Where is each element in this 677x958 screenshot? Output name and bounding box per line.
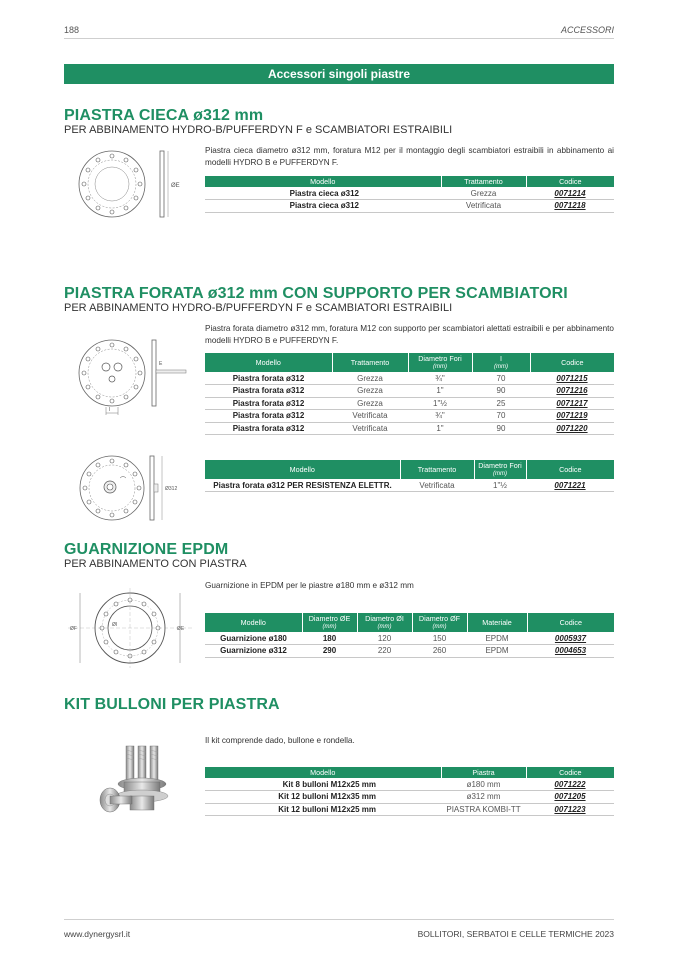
guarnizione-title: GUARNIZIONE EPDM bbox=[64, 541, 229, 558]
guarnizione-subtitle: PER ABBINAMENTO CON PIASTRA bbox=[64, 558, 247, 570]
table-row: Piastra forata ø312 Vetrificata 1" 90 0071220 bbox=[205, 422, 614, 435]
piastra-cieca-description: Piastra cieca diametro ø312 mm, foratura M12 per il montaggio degli scambiatori estraibili in abbinamento ai modelli HYDRO B e PUFFERDYN F. bbox=[205, 146, 614, 167]
table-row: Piastra forata ø312 Grezza 1"½ 25 0071217 bbox=[205, 397, 614, 410]
col-modello: Modello bbox=[205, 353, 332, 372]
col-diametro-fori: Diametro Fori (mm) bbox=[474, 460, 526, 479]
footer-divider bbox=[64, 919, 614, 920]
header-divider bbox=[64, 38, 614, 39]
piastra-forata-table bbox=[205, 353, 614, 435]
piastra-forata-drawing bbox=[76, 337, 188, 419]
piastra-resistenza-table bbox=[205, 460, 614, 492]
col-modello: Modello bbox=[205, 613, 302, 632]
piastra-cieca-title: PIASTRA CIECA ø312 mm bbox=[64, 107, 264, 124]
drawing-label-e: ØE bbox=[177, 626, 185, 632]
footer-website[interactable]: www.dynergysrl.it bbox=[64, 929, 131, 939]
table-row: Piastra cieca ø312 Grezza 0071214 bbox=[205, 187, 614, 200]
guarnizione-drawing bbox=[68, 588, 192, 668]
guarnizione-table bbox=[205, 613, 614, 658]
col-piastra: Piastra bbox=[441, 767, 526, 778]
drawing-label-i: ØI bbox=[112, 622, 118, 628]
piastra-cieca-table bbox=[205, 176, 614, 213]
table-row: Kit 8 bulloni M12x25 mm ø180 mm 0071222 bbox=[205, 778, 614, 791]
table-row: Piastra forata ø312 Grezza 1" 90 0071216 bbox=[205, 385, 614, 398]
table-row: Piastra cieca ø312 Vetrificata 0071218 bbox=[205, 200, 614, 213]
col-codice: Codice bbox=[526, 460, 614, 479]
footer-catalog: BOLLITORI, SERBATOI E CELLE TERMICHE 2023 bbox=[417, 929, 614, 939]
drawing-label-312: Ø312 bbox=[165, 486, 178, 492]
kit-bulloni-photo bbox=[90, 740, 180, 820]
kit-bulloni-title: KIT BULLONI PER PIASTRA bbox=[64, 696, 280, 713]
col-trattamento: Trattamento bbox=[441, 176, 526, 187]
col-trattamento: Trattamento bbox=[400, 460, 474, 479]
piastra-cieca-subtitle: PER ABBINAMENTO HYDRO-B/PUFFERDYN F e SCAMBIATORI ESTRAIBILI bbox=[64, 124, 453, 136]
col-codice: Codice bbox=[526, 176, 614, 187]
col-modello: Modello bbox=[205, 460, 400, 479]
col-diametro-fori: Diametro Fori (mm) bbox=[408, 353, 472, 372]
piastra-forata-subtitle: PER ABBINAMENTO HYDRO-B/PUFFERDYN F e SCAMBIATORI ESTRAIBILI bbox=[64, 302, 453, 314]
guarnizione-description: Guarnizione in EPDM per le piastre ø180 mm e ø312 mm bbox=[205, 581, 414, 590]
table-row: Kit 12 bulloni M12x35 mm ø312 mm 0071205 bbox=[205, 791, 614, 804]
col-diametro-e: Diametro ØE (mm) bbox=[302, 613, 357, 632]
piastra-cieca-drawing bbox=[76, 146, 188, 222]
col-codice: Codice bbox=[530, 353, 614, 372]
table-row: Piastra forata ø312 PER RESISTENZA ELETTR. Vetrificata 1"½ 0071221 bbox=[205, 479, 614, 492]
section-label: ACCESSORI bbox=[560, 25, 614, 35]
drawing-label-e: ØE bbox=[171, 183, 180, 189]
piastra-resistenza-drawing bbox=[76, 454, 188, 526]
table-row: Guarnizione ø312 290 220 260 EPDM 0004653 bbox=[205, 645, 614, 658]
piastra-forata-title: PIASTRA FORATA ø312 mm CON SUPPORTO PER SCAMBIATORI bbox=[64, 285, 568, 302]
piastra-forata-description: Piastra forata diametro ø312 mm, foratura M12 con supporto per scambiatori alettati estraibili e per abbinamento modelli HYDRO B e PUFFERDYN F. bbox=[205, 324, 614, 345]
col-trattamento: Trattamento bbox=[332, 353, 408, 372]
col-codice: Codice bbox=[526, 767, 614, 778]
table-row: Piastra forata ø312 Grezza ¾" 70 0071215 bbox=[205, 372, 614, 385]
col-diametro-f: Diametro ØF (mm) bbox=[412, 613, 467, 632]
table-row: Piastra forata ø312 Vetrificata ¾" 70 0071219 bbox=[205, 410, 614, 423]
col-modello: Modello bbox=[205, 176, 441, 187]
col-i: I (mm) bbox=[472, 353, 530, 372]
col-diametro-i: Diametro ØI (mm) bbox=[357, 613, 412, 632]
table-row: Kit 12 bulloni M12x25 mm PIASTRA KOMBI-TT 0071223 bbox=[205, 803, 614, 816]
drawing-label-e: E bbox=[159, 361, 163, 367]
col-modello: Modello bbox=[205, 767, 441, 778]
section-banner: Accessori singoli piastre bbox=[64, 64, 614, 84]
col-materiale: Materiale bbox=[467, 613, 527, 632]
drawing-label-f: ØF bbox=[70, 626, 77, 632]
page-number: 188 bbox=[64, 25, 80, 35]
table-row: Guarnizione ø180 180 120 150 EPDM 0005937 bbox=[205, 632, 614, 645]
kit-bulloni-table bbox=[205, 767, 614, 816]
drawing-label-i: I bbox=[109, 407, 111, 413]
col-codice: Codice bbox=[527, 613, 614, 632]
kit-bulloni-description: Il kit comprende dado, bullone e rondella. bbox=[205, 736, 355, 745]
